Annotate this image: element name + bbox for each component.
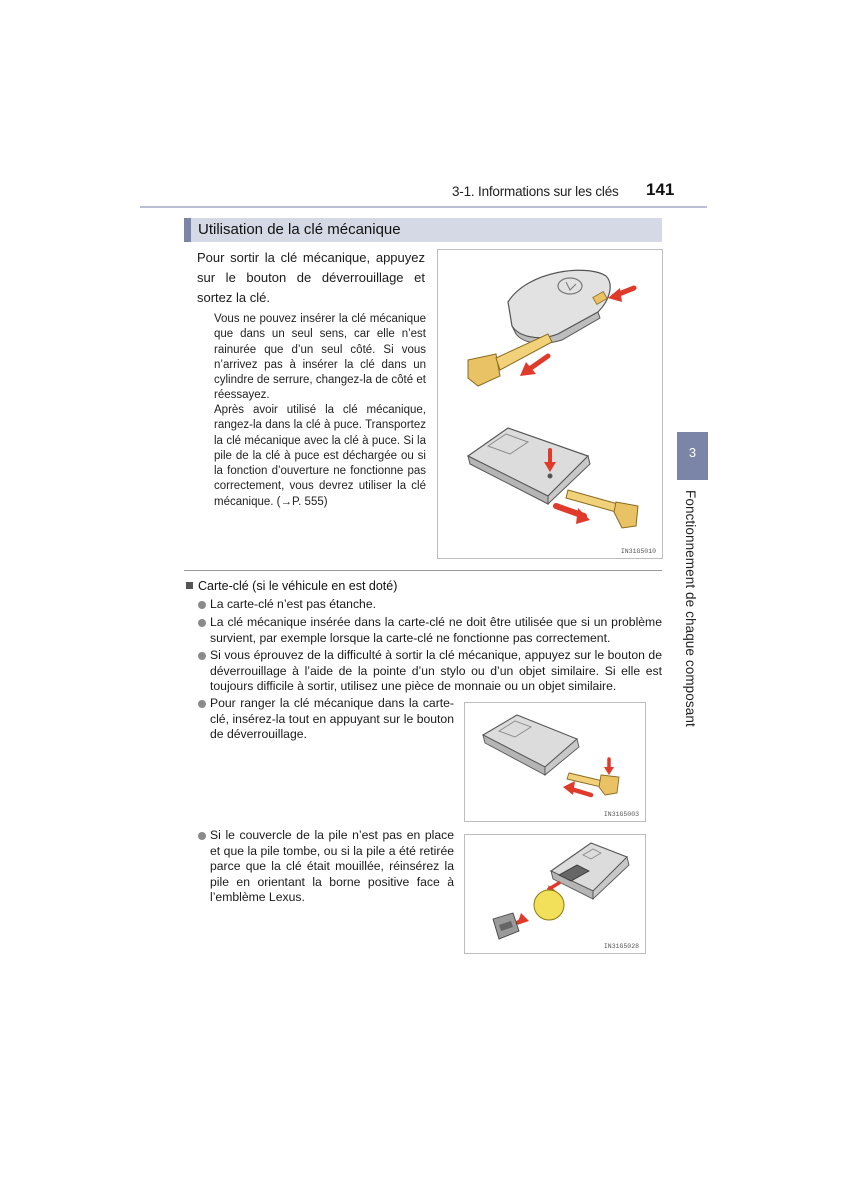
bullet-icon <box>198 652 206 660</box>
list-item: Si vous éprouvez de la difficulté à sortir la clé mécanique, appuyez sur le bouton de déverrouillage à l’aide de la pointe d’un stylo ou d’un objet similaire. Si elle est toujours difficile à sortir, utilisez une pièce de monnaie ou un objet similaire. <box>198 648 662 695</box>
figure-code: IN31G5028 <box>603 943 639 950</box>
figure-battery-insert <box>464 834 646 954</box>
list-item: La carte-clé n’est pas étanche. <box>198 597 662 613</box>
subsection-heading <box>186 579 397 593</box>
figure-code: IN31G5003 <box>603 811 639 818</box>
section-title: Utilisation de la clé mécanique <box>198 221 401 238</box>
header-rule <box>140 206 707 208</box>
note-paragraph: Vous ne pouvez insérer la clé mécanique que dans un seul sens, car elle n’est rainurée que d’un seul côté. Si vous n’arrivez pas à insérer la clé dans un cylindre de serrure, changez-la de côté et réessayez. <box>214 313 426 402</box>
bullet-icon <box>198 832 206 840</box>
bullet-icon <box>198 619 206 627</box>
bullet-icon <box>198 601 206 609</box>
key-illustration <box>438 250 662 558</box>
subsection-title: Carte-clé (si le véhicule en est doté) <box>198 579 398 593</box>
list-item: La clé mécanique insérée dans la carte-clé ne doit être utilisée que si un problème survient, par exemple lorsque la carte-clé ne fonctionne pas correctement. <box>198 615 662 646</box>
chapter-label: Fonctionnement de chaque composant <box>683 490 698 727</box>
section-accent <box>184 218 191 242</box>
list-item: Pour ranger la clé mécanique dans la carte-clé, insérez-la tout en appuyant sur le bouton de déverrouillage. <box>198 696 454 743</box>
section-title-bar <box>184 218 662 242</box>
square-bullet-icon <box>186 582 193 589</box>
battery-illustration <box>465 835 645 953</box>
list-item: Si le couvercle de la pile n’est pas en place et que la pile tombe, ou si la pile a été retirée parce que la clé était mouillée, réinsérez la pile en orientant la borne positive face à l’emblème Lexus. <box>198 828 454 906</box>
card-key-illustration <box>465 703 645 821</box>
intro-paragraph: Pour sortir la clé mécanique, appuyez sur le bouton de déverrouillage et sortez la clé. <box>197 250 425 305</box>
figure-mechanical-key-removal <box>437 249 663 559</box>
chapter-tab: 3 <box>677 432 708 480</box>
running-header: 3-1. Informations sur les clés <box>452 184 619 199</box>
figure-code: IN31G5010 <box>620 548 656 555</box>
figure-store-key <box>464 702 646 822</box>
note-paragraph: Après avoir utilisé la clé mécanique, rangez-la dans la clé à puce. Transportez la clé mécanique avec la clé à puce. Si la pile de la clé à puce est déchargée ou si la fonction d’ouverture ne fonctionne pas correctement, vous devrez utiliser la clé mécanique. (→P. 555) <box>214 404 426 508</box>
bullet-icon <box>198 700 206 708</box>
page-number: 141 <box>646 180 675 199</box>
section-separator <box>184 570 662 571</box>
